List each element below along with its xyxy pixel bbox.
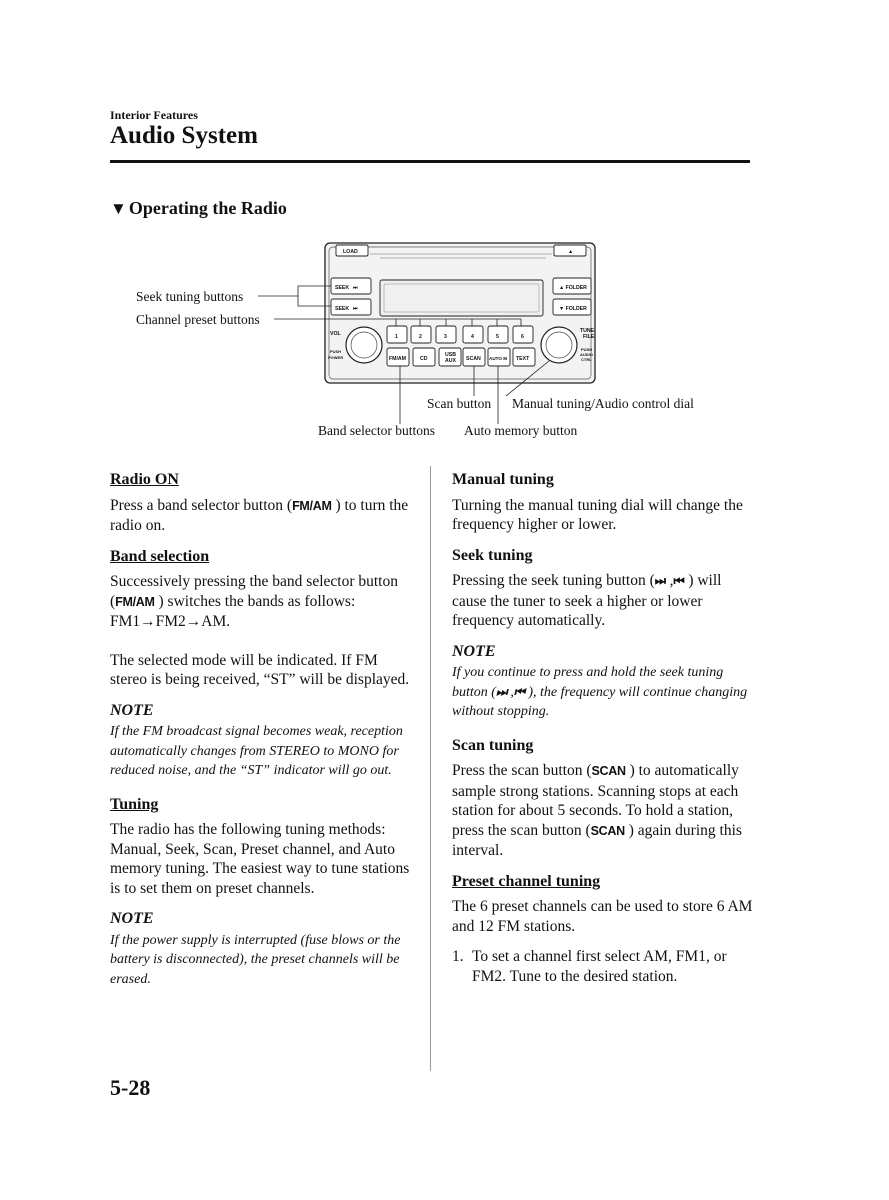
manual-tuning-text: Turning the manual tuning dial will change the frequency higher or lower. [452,496,743,533]
load-label: LOAD [343,249,358,255]
band-selection-heading: Band selection [110,547,210,565]
callout-band-selector: Band selector buttons [318,423,435,438]
preset-label-3: 3 [444,334,447,340]
callout-scan: Scan button [427,396,492,411]
seek-forward-icon: ⏭ [353,285,358,291]
left-column [110,470,415,1003]
audio-label: AUDIO [580,352,593,357]
title-rule [110,160,750,163]
push2-label: PUSH [581,347,593,352]
seek-tuning-text: Pressing the seek tuning button (⏭ ,⏮ ) will cause the tuner to seek a higher or lower frequency automatically. [452,572,722,629]
list-item-number: 1. [452,948,464,965]
power-label: POWER [328,355,344,360]
seek-back-icon-2: ⏮ [513,684,525,699]
folder-down-label: ▼ FOLDER [559,306,587,312]
push-label: PUSH [330,349,342,354]
tuning-heading: Tuning [110,795,159,813]
aux-label: AUX [445,358,456,364]
scan-tuning-text: Press the scan button (SCAN ) to automatically sample strong stations. Scanning stops at each station for about 5 seconds. To hold a station, press the scan button (SCAN ) again during this interval. [452,762,742,859]
note-fm-signal: If the FM broadcast signal becomes weak, reception automatically changes from STEREO to MONO for reduced noise, and the “ST” indicator will go out. [110,724,403,778]
radio-diagram [0,236,889,446]
callout-channel-preset: Channel preset buttons [136,312,260,327]
radio-on-heading: Radio ON [110,471,179,488]
preset-label-6: 6 [521,334,524,340]
preset-label-1: 1 [395,334,398,340]
scan-button-label-2: SCAN [590,823,625,838]
tuning-text: The radio has the following tuning methods: Manual, Seek, Scan, Preset channel, and Auto memory tuning. The easiest way to tune stations is to set them on preset channels. [110,821,410,897]
note-heading-2: NOTE [110,910,154,927]
vol-label: VOL [330,331,341,337]
cd-label: CD [420,356,428,362]
preset-label-2: 2 [419,334,422,340]
section-kicker: Interior Features [110,108,198,122]
callout-seek-tuning: Seek tuning buttons [136,289,244,304]
callout-manual-tuning: Manual tuning/Audio control dial [512,396,694,411]
usb-label: USB [445,352,456,358]
seek-back-icon: ⏮ [353,306,358,312]
fm-am-button-label-2: FM/AM [115,594,155,609]
scan-label: SCAN [466,356,481,362]
seek-forward-icon: ⏭ [654,574,666,588]
auto-m-label: AUTO M [489,356,508,361]
text-label: TEXT [516,356,530,362]
column-divider [430,466,431,1071]
note-power-supply: If the power supply is interrupted (fuse blows or the battery is disconnected), the preset channels will be erased. [110,932,401,987]
note-heading-3: NOTE [452,642,496,660]
ctrl-label: CTRL [581,357,592,362]
eject-icon: ▲ [568,249,574,255]
band-selection-text: Successively pressing the band selector button (FM/AM ) switches the bands as follows: FM1→FM2→AM. [110,573,398,630]
seek-tuning-heading: Seek tuning [452,546,533,564]
list-item-text: To set a channel first select AM, FM1, or FM2. Tune to the desired station. [472,948,727,985]
preset-channel-heading: Preset channel tuning [452,872,601,890]
seek-up-label: SEEK [335,285,350,291]
triangle-marker-icon: ▼ [110,199,127,218]
note-heading: NOTE [110,701,154,719]
file-label: FILE [583,334,595,340]
preset-channel-text: The 6 preset channels can be used to store 6 AM and 12 FM stations. [452,898,753,935]
fm-am-button-label: FM/AM [292,498,332,513]
seek-back-icon: ⏮ [673,574,685,588]
radio-on-text: Press a band selector button (FM/AM ) to turn the radio on. [110,496,409,534]
scan-tuning-heading: Scan tuning [452,736,534,754]
radio-display [380,280,543,316]
seek-down-label: SEEK [335,306,350,312]
preset-label-4: 4 [471,334,474,340]
page-number: 5-28 [110,1075,151,1100]
callout-auto-memory: Auto memory button [464,423,578,438]
subsection-title: Operating the Radio [128,198,287,218]
list-item [452,947,757,986]
manual-tuning-heading: Manual tuning [452,471,554,488]
page-title: Audio System [110,122,258,149]
fm-am-label: FM/AM [389,356,406,362]
seek-forward-icon-2: ⏭ [495,684,507,699]
preset-label-5: 5 [496,334,499,340]
subsection-heading [110,198,287,219]
tuning-dial[interactable] [541,327,577,363]
right-column [452,470,757,986]
band-mode-text: The selected mode will be indicated. If FM stereo is being received, “ST” will be displayed. [110,651,410,688]
tune-label: TUNE [580,328,595,334]
note-seek-hold: If you continue to press and hold the seek tuning button (⏭ ,⏮ ), the frequency will continue changing without stopping. [452,665,748,719]
volume-knob[interactable] [346,327,382,363]
folder-up-label: ▲ FOLDER [559,285,587,291]
scan-button-label: SCAN [591,764,626,778]
